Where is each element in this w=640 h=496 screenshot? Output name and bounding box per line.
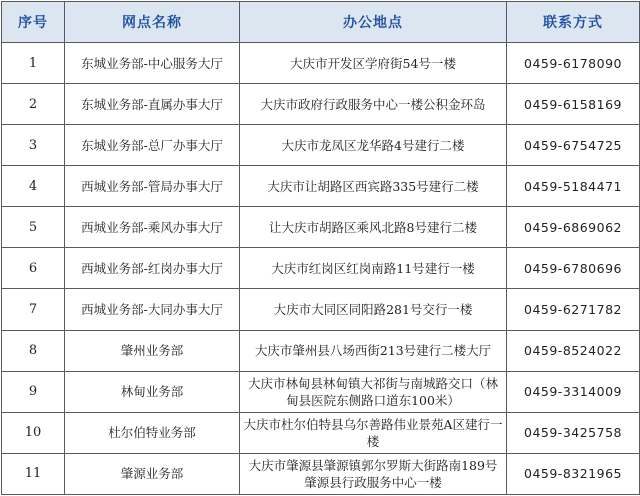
row-number: 1 — [2, 43, 65, 84]
header-serial-number: 序号 — [2, 2, 65, 43]
phone-number: 0459-5184471 — [507, 166, 640, 207]
phone-number: 0459-6178090 — [507, 43, 640, 84]
table-row — [2, 371, 640, 412]
office-address: 大庆市红岗区红岗南路11号建行一楼 — [240, 248, 507, 289]
phone-number: 0459-8321965 — [507, 453, 640, 494]
phone-number: 0459-8524022 — [507, 330, 640, 371]
phone-number: 0459-6271782 — [507, 289, 640, 330]
branch-name: 西城业务部-大同办事大厅 — [65, 289, 240, 330]
office-address: 大庆市政府行政服务中心一楼公积金环岛 — [240, 84, 507, 125]
row-number: 11 — [2, 453, 65, 494]
phone-number: 0459-3314009 — [507, 371, 640, 412]
office-address: 大庆市开发区学府街54号一楼 — [240, 43, 507, 84]
table-row — [2, 125, 640, 166]
phone-number: 0459-3425758 — [507, 412, 640, 453]
branch-name: 东城业务部-中心服务大厅 — [65, 43, 240, 84]
table-row — [2, 43, 640, 84]
service-points-table-wrapper — [1, 1, 639, 495]
branch-name: 东城业务部-直属办事大厅 — [65, 84, 240, 125]
branch-name: 林甸业务部 — [65, 371, 240, 412]
row-number: 9 — [2, 371, 65, 412]
row-number: 6 — [2, 248, 65, 289]
branch-name: 西城业务部-乘风办事大厅 — [65, 207, 240, 248]
office-address: 让大庆市胡路区乘风北路8号建行二楼 — [240, 207, 507, 248]
phone-number: 0459-6780696 — [507, 248, 640, 289]
table-row — [2, 412, 640, 453]
phone-number: 0459-6158169 — [507, 84, 640, 125]
branch-name: 杜尔伯特业务部 — [65, 412, 240, 453]
branch-name: 肇源业务部 — [65, 453, 240, 494]
row-number: 7 — [2, 289, 65, 330]
office-address: 大庆市肇州县八场西街213号建行二楼大厅 — [240, 330, 507, 371]
office-address: 大庆市肇源县肇源镇郭尔罗斯大街路南189号肇源县行政服务中心一楼 — [240, 453, 507, 494]
table-row — [2, 207, 640, 248]
table-row — [2, 289, 640, 330]
office-address: 大庆市让胡路区西宾路335号建行二楼 — [240, 166, 507, 207]
table-row — [2, 248, 640, 289]
table-row — [2, 84, 640, 125]
header-branch-name: 网点名称 — [65, 2, 240, 43]
office-address: 大庆市龙凤区龙华路4号建行二楼 — [240, 125, 507, 166]
table-row — [2, 330, 640, 371]
row-number: 2 — [2, 84, 65, 125]
branch-name: 西城业务部-红岗办事大厅 — [65, 248, 240, 289]
branch-name: 肇州业务部 — [65, 330, 240, 371]
phone-number: 0459-6754725 — [507, 125, 640, 166]
row-number: 3 — [2, 125, 65, 166]
branch-name: 西城业务部-管局办事大厅 — [65, 166, 240, 207]
header-office-address: 办公地点 — [240, 2, 507, 43]
phone-number: 0459-6869062 — [507, 207, 640, 248]
row-number: 8 — [2, 330, 65, 371]
row-number: 5 — [2, 207, 65, 248]
row-number: 4 — [2, 166, 65, 207]
office-address: 大庆市杜尔伯特县乌尔善路伟业景苑A区建行一楼 — [240, 412, 507, 453]
branch-name: 东城业务部-总厂办事大厅 — [65, 125, 240, 166]
table-row — [2, 453, 640, 494]
table-header-row — [2, 2, 640, 43]
office-address: 大庆市林甸县林甸镇大祁街与南城路交口（林甸县医院东侧路口道东100米） — [240, 371, 507, 412]
office-address: 大庆市大同区同阳路281号交行一楼 — [240, 289, 507, 330]
header-contact: 联系方式 — [507, 2, 640, 43]
table-row — [2, 166, 640, 207]
row-number: 10 — [2, 412, 65, 453]
service-points-table — [1, 1, 640, 495]
